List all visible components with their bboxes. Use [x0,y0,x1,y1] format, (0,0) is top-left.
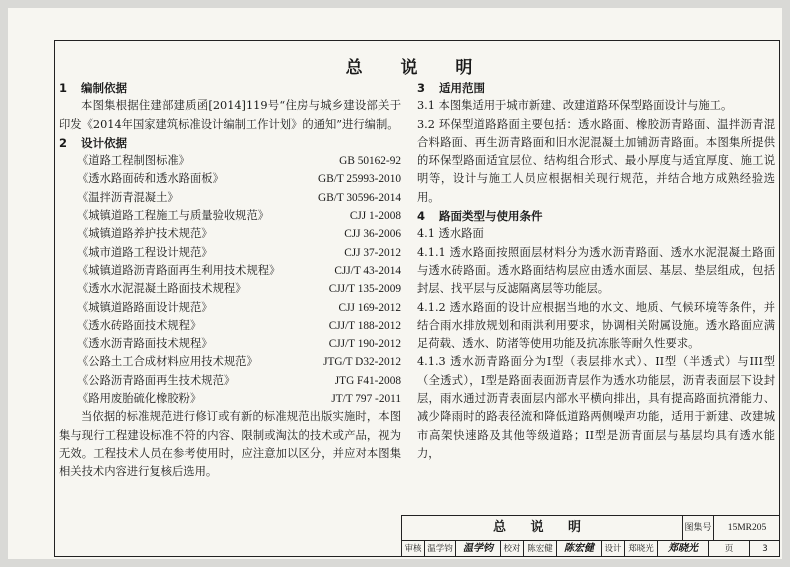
standard-code: CJJ 36-2006 [344,228,401,241]
standard-row [59,280,401,298]
standard-name: 《透水水泥混凝土路面技术规程》 [77,282,247,296]
page-number: 3 [762,544,768,554]
standards-list [59,152,401,408]
section-number: 2 [59,135,68,150]
standard-code: JTG F41-2008 [334,374,401,387]
section-number: 1 [59,81,68,95]
standard-name: 《城镇道路养护技术规范》 [77,227,213,241]
paragraph-3-1: 3.1 本图集适用于城市新建、改建道路环保型路面设计与施工。 [417,99,733,113]
atlas-number-label: 图集号 [683,516,714,540]
section-title: 设计依据 [81,135,127,150]
drawing-frame [54,40,780,557]
standard-code: JTG/T D32-2012 [323,356,401,369]
standard-code: GB 50162-92 [339,155,401,168]
standard-name: 《城市道路工程设计规范》 [77,245,213,259]
standard-code: CJJ/T 135-2009 [328,283,401,296]
checker-signature: 陈宏健 [557,541,602,557]
standard-row [59,353,401,371]
standard-row [59,262,401,280]
paragraph-4-1-3: 4.1.3 透水沥青路面分为I型（表层排水式）、II型（半透式）与III型（全透式），I型是路面表面沥青层作为透水功能层，沥青表面层下设封层，雨水通过沥青表面层内部水平横向排出，具有提高路面抗滑能力、减少降雨时的路表径流和降低道路两侧噪声功能，适用于新建、改建城市高架快速路及其他等级道路；II型是沥青面层与基层均具有透水能力， [417,355,775,460]
paragraph-4-1-1: 4.1.1 透水路面按照面层材料分为透水沥青路面、透水水泥混凝土路面与透水砖路面。透水路面结构层应由透水面层、基层、垫层组成，包括封层、找平层与反滤隔离层等功能层。 [417,245,775,296]
section-number: 3 [417,81,426,95]
section-heading-3 [417,79,775,97]
standard-name: 《公路土工合成材料应用技术规范》 [77,355,258,369]
section-heading-2 [59,134,401,152]
atlas-number: 15MR205 [727,523,767,533]
standard-row [59,189,401,207]
checker-name: 陈宏健 [524,541,557,557]
paragraph-4-1-2: 4.1.2 透水路面的设计应根据当地的水文、地质、气候环境等条件，并结合雨水排放规划和雨洪利用要求，协调相关附属设施。透水路面应满足荷载、透水、防渚等使用功能及抗冻胀等耐久性要求。 [417,300,775,351]
standard-code: CJJ 1-2008 [349,210,401,223]
standard-row [59,244,401,262]
standard-code: GB/T 25993-2010 [318,173,401,186]
section-heading-4 [417,207,775,225]
section-title: 编制依据 [81,81,127,95]
reviewer-signature: 温学钧 [456,541,501,557]
title-block-row-signatures [402,541,780,557]
standard-code: CJJ/T 43-2014 [334,264,401,277]
standard-row [59,207,401,225]
page-label: 页 [709,541,750,557]
review-label: 审核 [402,541,425,557]
standard-code: GB/T 30596-2014 [318,191,401,204]
section-1-body: 本图集根据住建部建质函[2014]119号“住房与城乡建设部关于印发《2014年国家建筑标准设计编制工作计划》的通知”进行编制。 [59,99,401,131]
standard-row [59,390,401,408]
section-title: 路面类型与使用条件 [439,209,543,224]
paragraph-3-2: 3.2 环保型道路路面主要包括：透水路面、橡胶沥青路面、温拌沥青混合料路面、再生沥青路面和旧水泥混凝土加铺沥青路面。本图集所提供的环保型路面适宜层位、结构组合形式、最小厚度与适宜厚度、施工说明等，设计与施工人员应根据相关现行规范，并结合地方成熟经验选用。 [417,117,775,204]
revision-note: 当依据的标准规范进行修订或有新的标准规范出版实施时，本图集与现行工程建设标准不符的内容、限制或淘汰的技术或产品，视为无效。工程技术人员在参考使用时，应注意加以区分，并应对本图集相关技术内容进行复核后选用。 [59,410,401,479]
standard-row [59,225,401,243]
standard-row [59,170,401,188]
standard-code: CJJ/T 190-2012 [328,338,401,351]
standard-row [59,299,401,317]
title-block-row-main [402,516,780,541]
designer-name: 郑晓光 [625,541,658,557]
page-title: 总 说 明 [345,58,489,78]
standard-row [59,317,401,335]
standard-name: 《透水砖路面技术规程》 [77,318,202,332]
standard-name: 《透水沥青路面技术规程》 [77,337,213,351]
standard-row [59,335,401,353]
reviewer-name: 温学钧 [425,541,456,557]
designer-signature: 郑晓光 [658,541,709,557]
left-column [59,79,401,482]
section-number: 4 [417,209,426,224]
standard-row [59,372,401,390]
standard-name: 《透水路面砖和透水路面板》 [77,172,224,186]
drawing-sheet [8,8,782,559]
standard-code: CJJ 169-2012 [338,301,401,314]
standard-code: JT/T 797 -2011 [331,393,401,406]
standard-name: 《道路工程制图标准》 [77,154,190,168]
design-label: 设计 [602,541,625,557]
standard-name: 《城镇道路沥青路面再生利用技术规程》 [77,263,281,277]
standard-code: CJJ/T 188-2012 [328,319,401,332]
standard-name: 《城镇道路工程施工与质量验收规范》 [77,209,270,223]
section-title: 适用范围 [439,81,485,95]
title-block [401,515,780,557]
section-heading-1 [59,79,401,97]
standard-name: 《城镇道路路面设计规范》 [77,300,213,314]
standard-name: 《公路沥青路面再生技术规范》 [77,373,236,387]
paragraph-4-1: 4.1 透水路面 [417,227,484,241]
title-block-title: 总 说 明 [402,516,683,540]
check-label: 校对 [501,541,524,557]
standard-code: CJJ 37-2012 [344,246,401,259]
standard-row [59,152,401,170]
standard-name: 《路用废胎硫化橡胶粉》 [77,392,202,406]
right-column [417,79,775,463]
standard-name: 《温拌沥青混凝土》 [77,190,179,204]
